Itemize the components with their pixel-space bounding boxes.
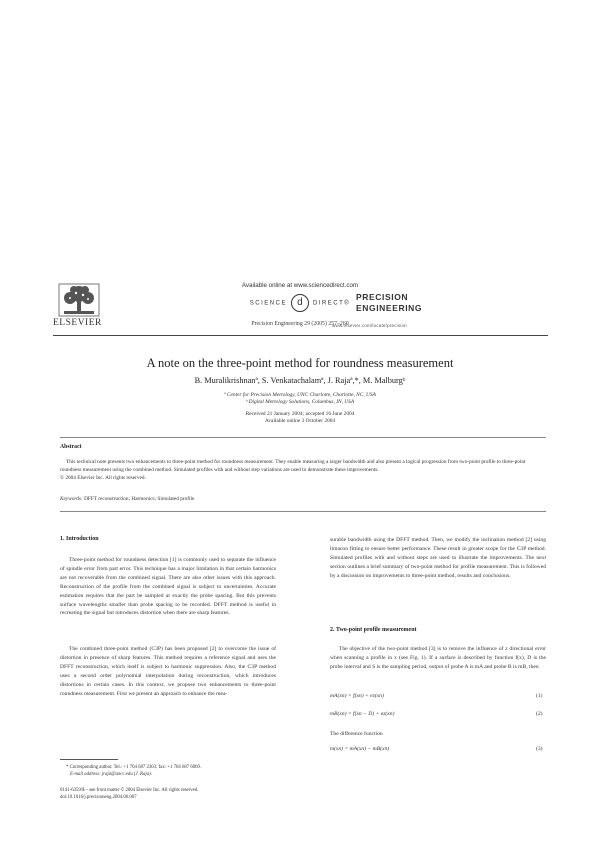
intro-paragraph-2: The combined three-point method (C3P) has been proposed [2] to overcome the issue of distortion in presence of sharp features. This method requires a reference signal and uses the DFFT reconstruction, which itself is subject to harmonic suppression. Also, the C3P method uses a second order polynomial interpolation during reconstruction, which introduces distortions in certain cases. In this context, we propose two enhancements to three-point roundness measurement. First we present an approach to enhance the mea- <box>60 646 276 697</box>
abstract-body <box>60 458 546 482</box>
journal-title-line2: ENGINEERING <box>356 303 423 313</box>
journal-title-line1: PRECISION <box>356 292 409 302</box>
keywords-text: DFFT reconstruction; Harmonics; Simulated profile <box>84 496 195 502</box>
header-divider <box>53 335 548 336</box>
abstract-bottom-divider <box>60 511 546 512</box>
available-online-text: Available online at www.sciencedirect.com <box>241 282 359 289</box>
sd-at-icon: d <box>291 294 309 312</box>
issn-line: 0141-6359/$ – see front matter © 2004 Elsevier Inc. All rights reserved. <box>60 788 199 793</box>
section-1-heading: 1. Introduction <box>60 536 99 542</box>
footnote-corresponding: * Corresponding author. Tel.: +1 704 687 2303; fax: +1 704 687 6069. <box>66 765 202 770</box>
footnote-divider <box>60 759 118 760</box>
doi-line[interactable]: doi:10.1016/j.precisioneng.2004.06.007 <box>60 795 137 800</box>
abstract-copyright: © 2004 Elsevier Inc. All rights reserved. <box>60 475 146 481</box>
abstract-text: This technical note presents two enhancements to three-point method for roundness measurement. They enable measuring a larger bandwidth and also present a logical progression from two-point profile to three-point roundness measurement using the combined method. Simulated profiles with and without step variations are used to demonstrate these improvements. <box>60 459 526 473</box>
intro-paragraph-3: surable bandwidth using the DFFT method. Then, we modify the inclination method [2] using limacon fitting to ensure better performance. These result in greater scope for the C3P method. Simulated profiles with and without steps are used to illustrate the improvements. The next section outlines a brief summary of two-point method for profile measurement. This is followed by a discussion on improvements to three-point method, results and conclusions. <box>330 537 546 579</box>
equation-3: m(xn) = mA(xn) − mB(xn) <box>330 746 390 752</box>
equation-2-number: (2) <box>536 711 543 717</box>
received-dates: Received 21 January 2004; accepted 16 June 2004 <box>245 411 355 417</box>
sd-right-text: DIRECT® <box>312 300 351 307</box>
abstract-heading: Abstract <box>60 444 82 450</box>
equation-1: mA(xn) = f(xn) + ez(xn) <box>330 693 384 699</box>
journal-reference: Precision Engineering 29 (2005) 257–260 <box>251 321 349 327</box>
equation-3-number: (3) <box>536 746 543 752</box>
two-point-paragraph: The objective of the two-point method [3] is to remove the influence of z directional error when scanning a profile in x (see Fig. 1). If a surface is described by function f(x), D is the probe interval and S is the sampling period, output of probe A is mA and probe B is mB, then <box>330 646 546 670</box>
online-date: Available online 3 October 2004 <box>264 418 336 424</box>
sd-left-text: SCIENCE <box>249 300 287 307</box>
paper-title: A note on the three-point method for roundness measurement <box>146 356 454 370</box>
journal-url[interactable]: www.elsevier.com/locate/precision <box>332 323 407 328</box>
difference-function-label: The difference function <box>330 731 383 737</box>
keywords-label: Keywords: <box>60 496 83 502</box>
equation-1-number: (1) <box>536 693 543 699</box>
equation-2: mB(xn) = f(xn − D) + ez(xn) <box>330 711 395 717</box>
keywords-line <box>60 496 194 502</box>
publisher-logo-text: ELSEVIER <box>53 318 102 328</box>
footnote-email: E-mail address: jraja@uncc.edu (J. Raja). <box>70 772 152 777</box>
affiliation-a: ª Center for Precision Metrology, UNC Charlotte, Charlotte, NC, USA <box>224 392 376 398</box>
journal-title <box>356 292 422 314</box>
section-2-heading: 2. Two-point profile measurement <box>330 627 417 633</box>
sciencedirect-logo <box>0 294 600 312</box>
abstract-top-divider <box>60 437 546 438</box>
intro-paragraph-1: Three-point method for roundness detection [1] is commonly used to separate the influence of spindle error from part error. This technique has a major limitation in that certain harmonics are not recoverable from the combined signal. There are also other issues with this approach. Reconstruction of the profile from the combined signal is subject to uncertainties. Accurate estimation requires that the part be sampled at exactly the probe spacing. But this prevents surface wavelengths smaller than probe spacing to be recorded. DFFT method is useful in recreating the signal but introduces distortion when there are sharp features. <box>60 557 276 617</box>
author-list: B. Muralikrishnanª, S. Venkatachalamª, J. Rajaª,*, M. Malburgᵇ <box>194 376 406 385</box>
affiliation-b: ᵇ Digital Metrology Solutions, Columbus, IN, USA <box>245 399 355 405</box>
